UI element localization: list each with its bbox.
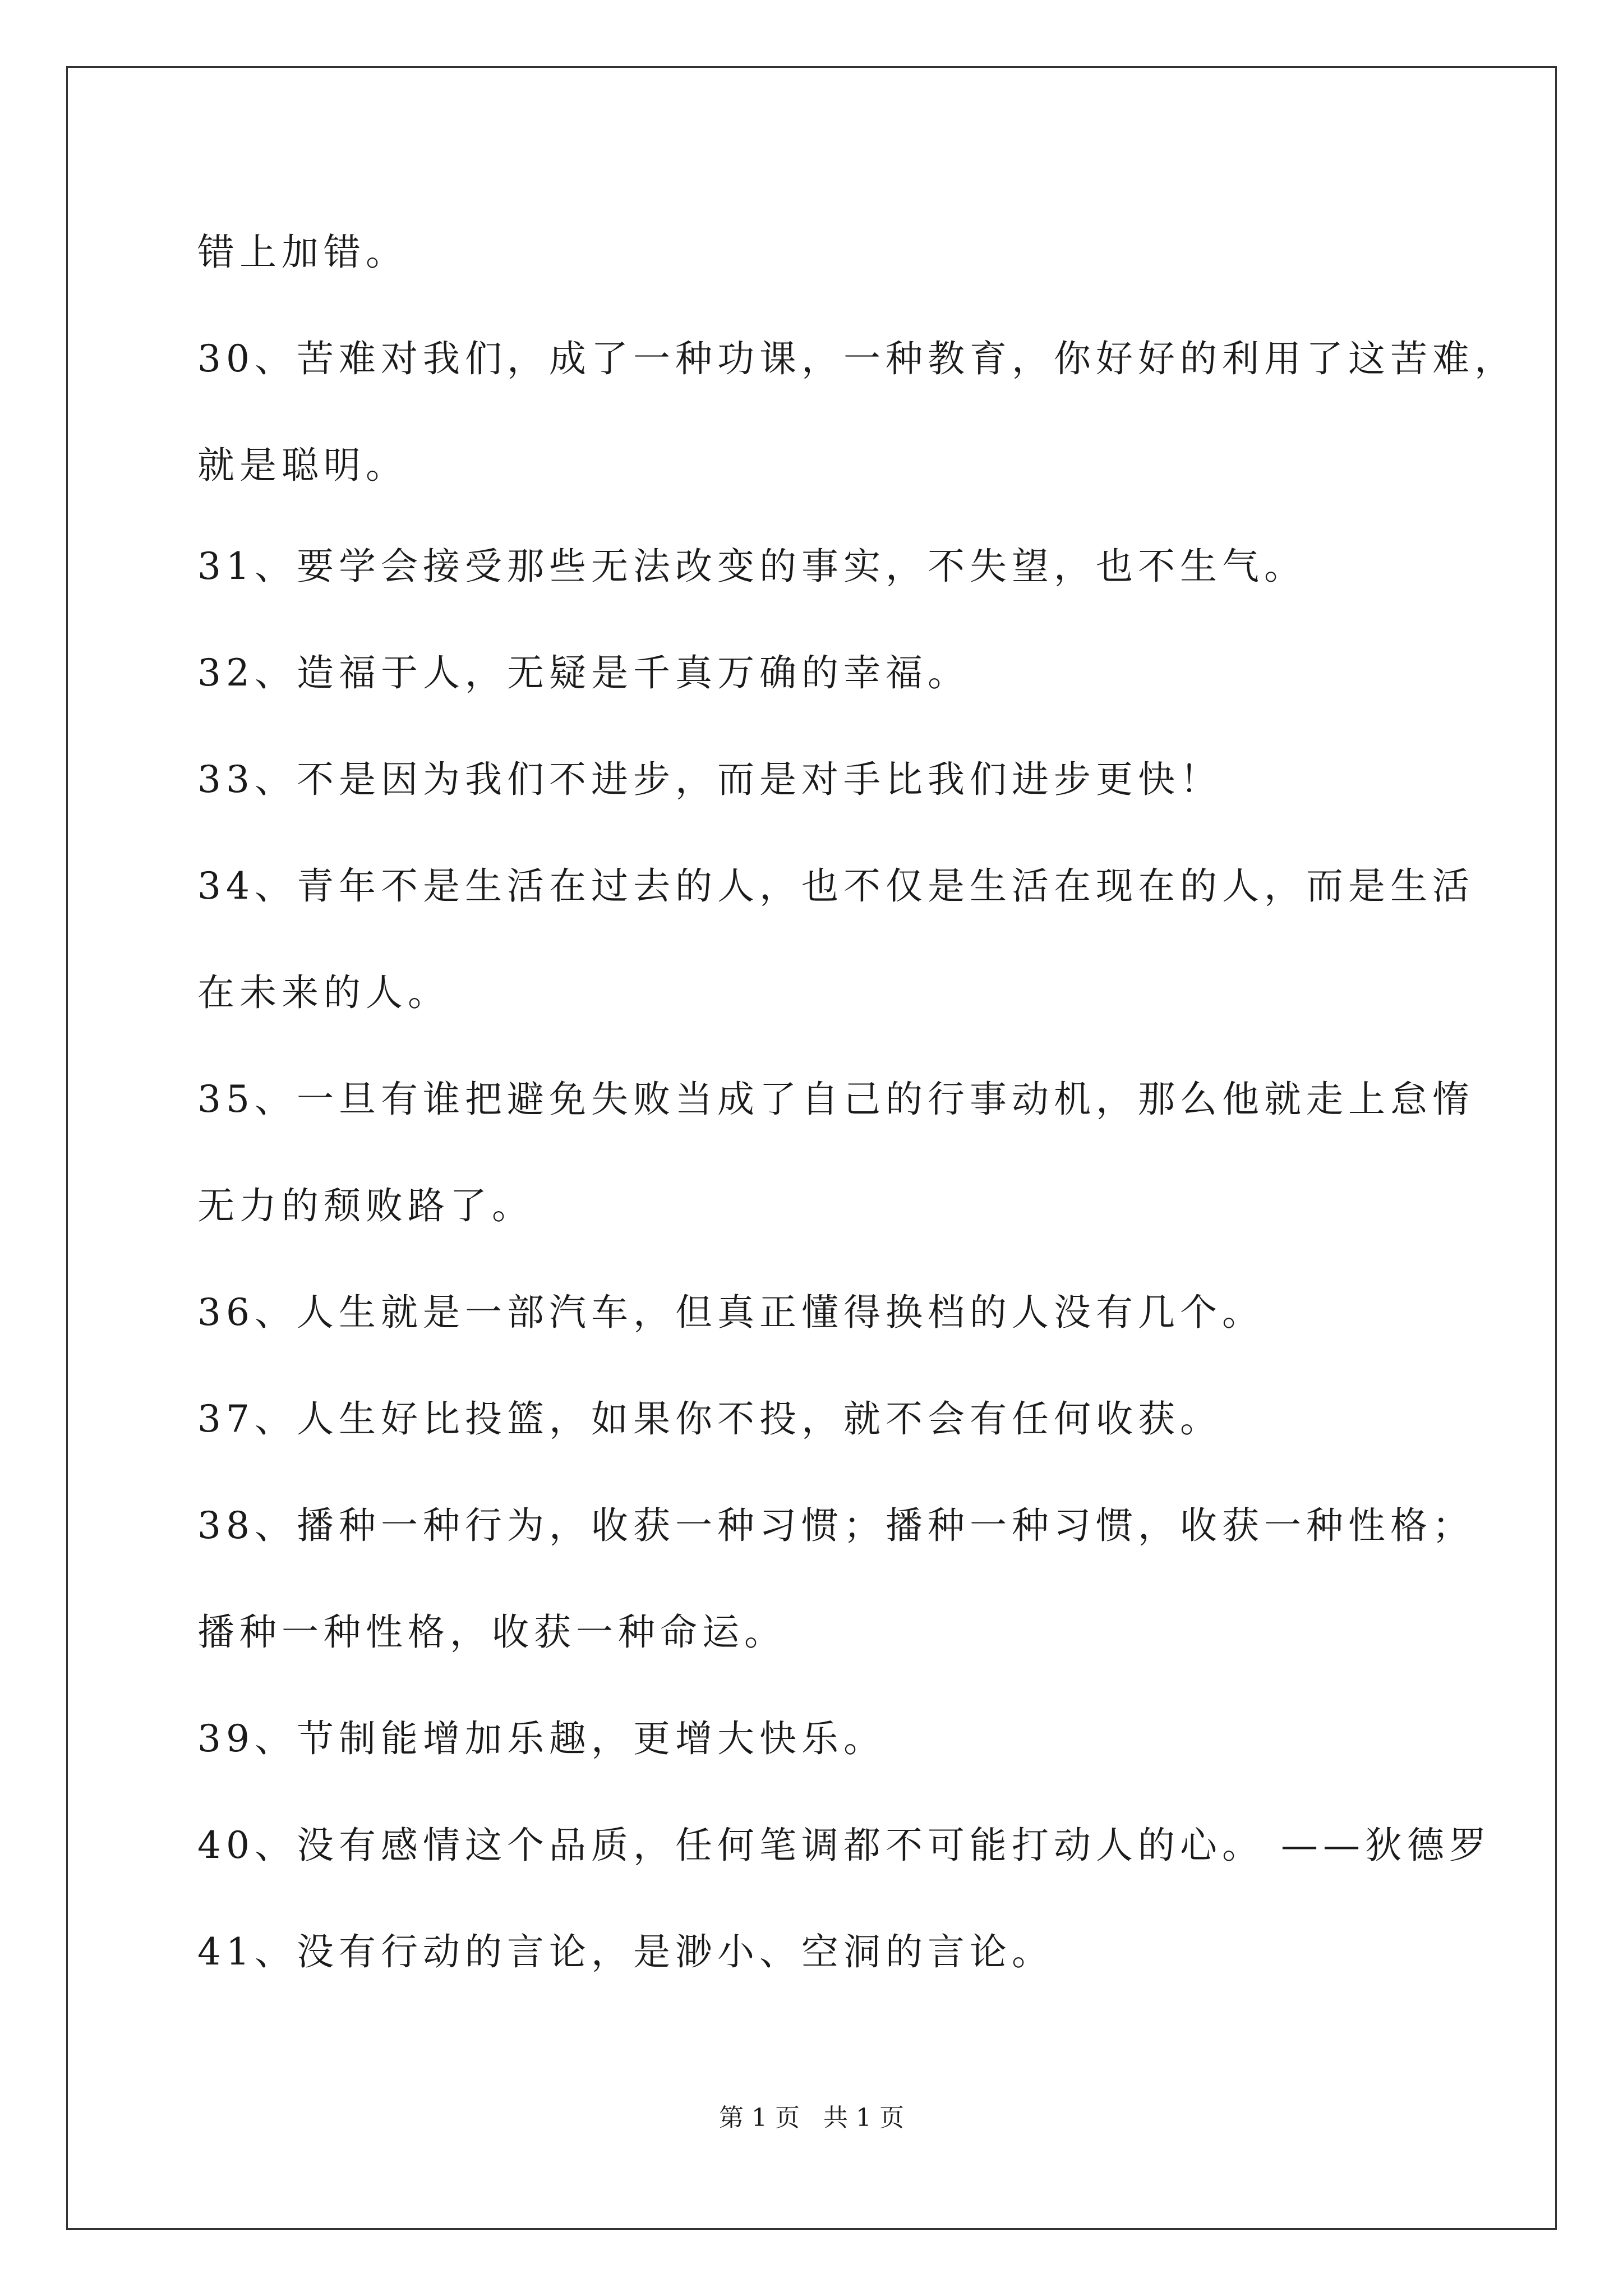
text-line: 30、苦难对我们，成了一种功课，一种教育，你好好的利用了这苦难， [197,337,1516,380]
page-number-footer: 第 1 页 共 1 页 [719,2104,904,2132]
text-line: 播种一种性格，收获一种命运。 [197,1611,786,1654]
text-line: 就是聪明。 [197,444,408,487]
text-line: 31、要学会接受那些无法改变的事实，不失望，也不生气。 [197,545,1306,588]
text-line: 错上加错。 [197,231,408,274]
text-line: 41、没有行动的言论，是渺小、空洞的言论。 [197,1930,1054,1973]
text-line: 无力的颓败路了。 [197,1184,534,1227]
text-line: 38、播种一种行为，收获一种习惯；播种一种习惯，收获一种性格； [197,1504,1474,1547]
text-line: 40、没有感情这个品质，任何笔调都不可能打动人的心。 ——狄德罗 [197,1824,1491,1867]
text-line: 39、节制能增加乐趣，更增大快乐。 [197,1717,886,1760]
text-line: 36、人生就是一部汽车，但真正懂得换档的人没有几个。 [197,1291,1264,1334]
text-line: 32、造福于人，无疑是千真万确的幸福。 [197,651,970,694]
text-line: 37、人生好比投篮，如果你不投，就不会有任何收获。 [197,1397,1222,1441]
page-border [66,66,1557,2230]
text-line: 在未来的人。 [197,971,450,1014]
text-line: 33、不是因为我们不进步，而是对手比我们进步更快！ [197,758,1222,801]
text-line: 35、一旦有谁把避免失败当成了自己的行事动机，那么他就走上怠惰 [197,1078,1474,1121]
text-line: 34、青年不是生活在过去的人，也不仅是生活在现在的人，而是生活 [197,864,1474,908]
